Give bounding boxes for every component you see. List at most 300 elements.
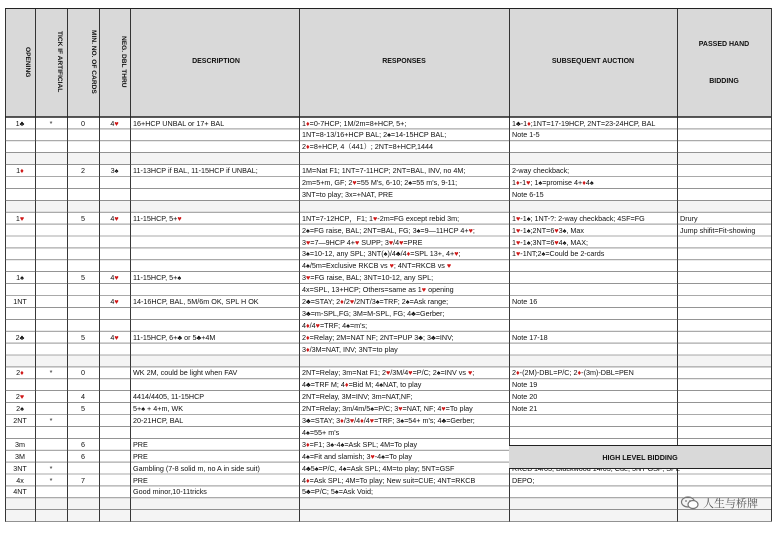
cell-neg-dbl xyxy=(99,451,130,463)
cell-opening xyxy=(5,260,35,272)
red-suit-symbol: ♦ xyxy=(516,368,520,378)
cell-neg-dbl xyxy=(99,379,130,391)
cell-passed-hand xyxy=(680,153,770,165)
cell-response: 4♣=TRF M; 4♦=Bid M; 4♠NAT, to play xyxy=(302,380,422,390)
cell-tick: * xyxy=(49,463,53,473)
cell-tick xyxy=(35,213,67,225)
cell-tick xyxy=(35,486,67,498)
cell-opening xyxy=(5,356,35,368)
cell-tick xyxy=(35,272,67,284)
cell-min-cards: 5 xyxy=(81,213,85,223)
cell-neg-dbl xyxy=(99,415,130,427)
cell-description xyxy=(133,284,298,296)
cell-response: 4♦=Ask SPL; 4M=To play; New suit=CUE; 4NT=RKCB xyxy=(302,475,476,485)
red-suit-symbol: ♦ xyxy=(340,416,344,425)
red-suit-symbol: ♥ xyxy=(114,213,119,223)
cell-min-cards xyxy=(67,225,99,237)
cell-tick xyxy=(35,189,67,201)
cell-subsequent xyxy=(512,356,676,368)
cell-min-cards xyxy=(67,153,99,165)
cell-opening xyxy=(5,284,35,296)
red-suit-symbol: ♥ xyxy=(373,213,378,223)
cell-response: 3♣=STAY; 3♦/3♥/4♦/4♥=TRF; 3♠=54+ m's; 4♣=Gerber; xyxy=(302,416,475,425)
red-suit-symbol: ♥ xyxy=(177,213,182,223)
red-suit-symbol: ♥ xyxy=(516,249,521,259)
cell-description xyxy=(133,379,298,391)
cell-opening xyxy=(5,177,35,189)
red-suit-symbol: ♥ xyxy=(306,273,311,283)
cell-tick xyxy=(35,391,67,403)
cell-neg-dbl xyxy=(99,498,130,510)
red-suit-symbol: ♥ xyxy=(454,249,459,259)
cell-opening: 4x xyxy=(16,475,24,485)
red-suit-symbol: ♦ xyxy=(20,166,24,176)
red-suit-symbol: ♦ xyxy=(527,118,531,128)
cell-min-cards: 6 xyxy=(81,451,85,461)
cell-subsequent: Note 6-15 xyxy=(512,189,544,199)
red-suit-symbol: ♥ xyxy=(421,285,427,295)
cell-neg-dbl xyxy=(99,237,130,249)
cell-min-cards xyxy=(67,129,99,141)
cell-subsequent xyxy=(512,486,676,498)
header-opening: OPENING xyxy=(24,46,31,78)
cell-response: 1M=Nat F1; 1NT=7-11HCP; 2NT=BAL, INV, no 4M; xyxy=(302,166,466,176)
cell-subsequent: 1♥-1♠;2NT=6♥3♠, Max xyxy=(512,225,585,235)
cell-description xyxy=(133,153,298,165)
cell-neg-dbl xyxy=(99,177,130,189)
red-suit-symbol: ♥ xyxy=(516,237,521,247)
cell-tick xyxy=(35,177,67,189)
cell-tick xyxy=(35,284,67,296)
cell-subsequent xyxy=(512,427,676,439)
red-suit-symbol: ♦ xyxy=(360,416,364,425)
cell-min-cards xyxy=(67,260,99,272)
red-suit-symbol: ♥ xyxy=(516,225,521,235)
cell-description xyxy=(133,237,298,249)
cell-passed-hand xyxy=(680,510,770,522)
cell-subsequent: Note 16 xyxy=(512,297,538,306)
cell-response: 2m=5+m, GF; 2♥=55 M's, 6-10; 2♠=55 m's, 9-11; xyxy=(302,178,458,187)
cell-passed-hand xyxy=(680,475,770,487)
cell-opening xyxy=(5,344,35,356)
red-suit-symbol: ♥ xyxy=(114,118,119,128)
cell-neg-dbl: 3♠ xyxy=(110,166,119,176)
red-suit-symbol: ♥ xyxy=(370,451,375,461)
cell-passed-hand: Drury xyxy=(680,213,698,223)
red-suit-symbol: ♥ xyxy=(388,237,394,247)
cell-description: 11-15HCP, 6+♣ or 5♣+4M xyxy=(133,332,216,342)
cell-passed-hand xyxy=(680,403,770,415)
cell-passed-hand xyxy=(680,320,770,332)
cell-passed-hand xyxy=(680,367,770,379)
cell-passed-hand xyxy=(680,379,770,391)
cell-opening: 3NT xyxy=(13,463,27,473)
red-suit-symbol: ♥ xyxy=(19,213,25,223)
cell-subsequent: 2-way checkback; xyxy=(512,166,570,176)
cell-response xyxy=(302,153,508,165)
cell-min-cards xyxy=(67,284,99,296)
cell-subsequent: 1♣-1♦;1NT=17-19HCP, 2NT=23-24HCP, BAL xyxy=(512,118,656,128)
cell-description xyxy=(133,260,298,272)
cell-neg-dbl: 4♥ xyxy=(110,213,119,223)
header-neg-dbl-thru: NEG. DBL THRU xyxy=(120,36,127,88)
cell-tick: * xyxy=(49,118,53,128)
cell-description xyxy=(133,177,298,189)
cell-neg-dbl xyxy=(99,141,130,153)
cell-response: 4♠=Fit and slamish; 3♥-4♠=To play xyxy=(302,451,412,461)
cell-subsequent xyxy=(512,141,676,153)
cell-description xyxy=(133,141,298,153)
cell-subsequent xyxy=(512,415,676,427)
cell-min-cards: 4 xyxy=(81,392,85,402)
cell-min-cards xyxy=(67,296,99,308)
cell-neg-dbl xyxy=(99,129,130,141)
cell-neg-dbl: 4♥ xyxy=(110,332,119,342)
cell-description: 4414/4405, 11-15HCP xyxy=(133,392,205,402)
cell-tick xyxy=(35,379,67,391)
cell-opening: 3M xyxy=(15,451,25,461)
cell-min-cards xyxy=(67,344,99,356)
red-suit-symbol: ♥ xyxy=(554,237,559,247)
cell-description xyxy=(133,356,298,368)
red-suit-symbol: ♥ xyxy=(306,237,311,247)
cell-opening: 3m xyxy=(15,439,25,449)
cell-tick xyxy=(35,356,67,368)
cell-response: 1NT=8-13/16+HCP BAL; 2♠=14-15HCP BAL; xyxy=(302,130,447,140)
cell-subsequent: Note 20 xyxy=(512,392,538,402)
cell-response: 4♠/5m=Exclusive RKCB vs ♥; 4NT=RKCB vs ♥ xyxy=(302,261,452,271)
cell-response: 1NT=7-12HCP，F1; 1♥-2m=FG except rebid 3m; xyxy=(302,213,460,223)
red-suit-symbol: ♦ xyxy=(344,380,349,390)
red-suit-symbol: ♦ xyxy=(306,344,310,354)
cell-response: 3♥=FG raise, BAL; 3NT=10-12, any SPL; xyxy=(302,273,434,283)
cell-response: 4x=SPL, 13+HCP; Others=same as 1♥ opening xyxy=(302,285,454,295)
cell-passed-hand xyxy=(680,260,770,272)
cell-neg-dbl xyxy=(99,189,130,201)
cell-neg-dbl xyxy=(99,356,130,368)
cell-opening: 2NT xyxy=(13,416,27,425)
cell-response: 3♦=F1; 3♠-4♠=Ask SPL; 4M=To play xyxy=(302,439,418,449)
red-suit-symbol: ♥ xyxy=(398,404,403,414)
cell-tick xyxy=(35,427,67,439)
red-suit-symbol: ♦ xyxy=(306,118,310,128)
cell-passed-hand xyxy=(680,344,770,356)
cell-passed-hand xyxy=(680,177,770,189)
cell-passed-hand xyxy=(680,165,770,177)
cell-response: 4♠=55+ m's xyxy=(302,427,340,437)
cell-opening xyxy=(5,248,35,260)
header-tick-if-artificial: TICK IF ARTIFICIAL xyxy=(56,31,63,93)
cell-subsequent: Note 17-18 xyxy=(512,332,548,342)
red-suit-symbol: ♦ xyxy=(306,320,310,330)
cell-response: 2NT=Relay; 3m/4m/5♠=P/C; 3♥=NAT, NF; 4♥=To play xyxy=(302,404,473,414)
red-suit-symbol: ♥ xyxy=(349,416,355,425)
cell-opening xyxy=(5,237,35,249)
cell-min-cards: 5 xyxy=(81,273,85,283)
high-level-bidding-header: HIGH LEVEL BIDDING xyxy=(509,445,771,469)
cell-neg-dbl xyxy=(99,403,130,415)
cell-description: Gambling (7-8 solid m, no A in side suit) xyxy=(133,463,260,473)
cell-subsequent: 1♦-1♥; 1♠=promise 4+♦4♠ xyxy=(512,178,594,187)
cell-response: 2NT=Relay, 3M=INV; 3m=NAT,NF; xyxy=(302,392,413,402)
cell-opening xyxy=(5,379,35,391)
cell-min-cards xyxy=(67,237,99,249)
cell-subsequent xyxy=(512,344,676,356)
cell-opening xyxy=(5,320,35,332)
cell-min-cards xyxy=(67,141,99,153)
cell-description: 11-13HCP if BAL, 11-15HCP if UNBAL; xyxy=(133,166,258,176)
cell-neg-dbl: 4♥ xyxy=(110,118,119,128)
cell-tick xyxy=(35,248,67,260)
cell-response xyxy=(302,356,508,368)
red-suit-symbol: ♥ xyxy=(446,261,452,271)
cell-neg-dbl: 4♥ xyxy=(110,273,119,283)
cell-min-cards xyxy=(67,201,99,213)
cell-subsequent: DEPO; xyxy=(512,475,535,485)
cell-subsequent xyxy=(512,320,676,332)
cell-passed-hand xyxy=(680,129,770,141)
cell-subsequent: Note 1-5 xyxy=(512,130,540,140)
cell-response: 2♠=FG raise, BAL; 2NT=BAL, FG; 3♠=9—11HCP 4+♥; xyxy=(302,225,475,235)
cell-opening xyxy=(5,153,35,165)
cell-response xyxy=(302,510,508,522)
cell-tick xyxy=(35,237,67,249)
cell-response: 2♦=8+HCP, 4（441）; 2NT=8+HCP,1444 xyxy=(302,142,434,152)
cell-subsequent xyxy=(512,272,676,284)
cell-passed-hand xyxy=(680,189,770,201)
red-suit-symbol: ♦ xyxy=(516,178,520,187)
cell-response: 2♦=Relay; 2M=NAT NF; 2NT=PUP 3♣; 3♣=INV; xyxy=(302,332,454,342)
cell-min-cards xyxy=(67,510,99,522)
cell-tick xyxy=(35,201,67,213)
cell-subsequent: 1♥-1♠;3NT=6♥4♠, MAX; xyxy=(512,237,589,247)
cell-response: 2♣=STAY; 2♦/2♥/2NT/3♠=TRF; 2♠=Ask range; xyxy=(302,297,449,306)
cell-subsequent: Note 21 xyxy=(512,404,538,414)
cell-tick xyxy=(35,308,67,320)
red-suit-symbol: ♥ xyxy=(526,178,531,187)
cell-tick xyxy=(35,260,67,272)
cell-response xyxy=(302,201,508,213)
cell-min-cards: 6 xyxy=(81,439,85,449)
cell-description: Good minor,10-11tricks xyxy=(133,487,207,497)
cell-subsequent: 1♥-1♠; 1NT-?: 2-way checkback; 4SF=FG xyxy=(512,213,645,223)
header-description: DESCRIPTION xyxy=(192,58,240,65)
cell-neg-dbl xyxy=(99,320,130,332)
cell-min-cards xyxy=(67,415,99,427)
cell-neg-dbl xyxy=(99,439,130,451)
cell-neg-dbl: 4♥ xyxy=(110,297,119,306)
cell-neg-dbl xyxy=(99,308,130,320)
convention-card-sheet xyxy=(5,8,771,527)
cell-response: 4♦/4♥=TRF; 4♠=m's; xyxy=(302,320,368,330)
cell-opening xyxy=(5,510,35,522)
cell-passed-hand xyxy=(680,141,770,153)
cell-passed-hand xyxy=(680,415,770,427)
cell-tick xyxy=(35,498,67,510)
cell-opening xyxy=(5,308,35,320)
cell-neg-dbl xyxy=(99,153,130,165)
red-suit-symbol: ♦ xyxy=(306,475,310,485)
cell-neg-dbl xyxy=(99,475,130,487)
cell-tick xyxy=(35,403,67,415)
cell-neg-dbl xyxy=(99,248,130,260)
header-bidding: BIDDING xyxy=(709,78,739,85)
cell-passed-hand xyxy=(680,296,770,308)
cell-response: 3♦/3M=NAT, INV; 3NT=to play xyxy=(302,344,398,354)
cell-min-cards: 5 xyxy=(81,404,85,414)
cell-min-cards xyxy=(67,189,99,201)
cell-min-cards xyxy=(67,427,99,439)
cell-tick xyxy=(35,332,67,344)
cell-min-cards xyxy=(67,248,99,260)
red-suit-symbol: ♦ xyxy=(340,297,344,306)
red-suit-symbol: ♥ xyxy=(408,368,413,378)
cell-neg-dbl xyxy=(99,201,130,213)
watermark xyxy=(681,495,758,511)
red-suit-symbol: ♥ xyxy=(354,237,360,247)
cell-tick: * xyxy=(49,368,53,378)
header-passed-hand: PASSED HAND xyxy=(698,41,750,48)
cell-description xyxy=(133,201,298,213)
cell-opening: 1♠ xyxy=(16,273,24,283)
red-suit-symbol: ♥ xyxy=(114,332,119,342)
cell-description xyxy=(133,320,298,332)
cell-response: 1♦=0-7HCP; 1M/2m=8+HCP, 5+; xyxy=(302,118,407,128)
cell-subsequent: Note 19 xyxy=(512,380,538,390)
cell-opening: 2♠ xyxy=(16,404,24,414)
cell-subsequent xyxy=(512,201,676,213)
cell-passed-hand xyxy=(680,332,770,344)
cell-neg-dbl xyxy=(99,284,130,296)
cell-passed-hand xyxy=(680,308,770,320)
cell-description xyxy=(133,189,298,201)
cell-description xyxy=(133,427,298,439)
cell-passed-hand xyxy=(680,237,770,249)
cell-neg-dbl xyxy=(99,463,130,475)
cell-min-cards xyxy=(67,463,99,475)
red-suit-symbol: ♥ xyxy=(19,392,25,402)
cell-description xyxy=(133,344,298,356)
red-suit-symbol: ♥ xyxy=(389,261,394,271)
cell-min-cards xyxy=(67,308,99,320)
cell-tick xyxy=(35,165,67,177)
red-suit-symbol: ♦ xyxy=(306,332,310,342)
cell-response: 3♠=10-12, any SPL; 3NT(♠)/4♣/4♦=SPL 13+, 4+♥; xyxy=(302,249,461,259)
cell-min-cards xyxy=(67,379,99,391)
wechat-logo-icon xyxy=(681,496,699,510)
cell-tick xyxy=(35,153,67,165)
cell-tick: * xyxy=(49,416,53,425)
cell-tick xyxy=(35,510,67,522)
cell-description: 11-15HCP, 5+♠ xyxy=(133,273,182,283)
cell-tick xyxy=(35,129,67,141)
cell-tick xyxy=(35,296,67,308)
cell-neg-dbl xyxy=(99,344,130,356)
cell-opening: 2♦ xyxy=(16,368,24,378)
header-min-no-of-cards: MIN. NO. OF CARDS xyxy=(90,30,97,94)
cell-min-cards: 2 xyxy=(81,166,85,176)
cell-response: 4♣5♠=P/C, 4♠=Ask SPL; 4M=to play; 5NT=GSF xyxy=(302,463,455,473)
cell-response: 3♥=7—9HCP 4+♥ SUPP; 3♥/4♥=PRE xyxy=(302,237,423,247)
cell-opening: 1NT xyxy=(13,297,27,306)
cell-tick xyxy=(35,320,67,332)
cell-min-cards xyxy=(67,177,99,189)
cell-description: 16+HCP UNBAL or 17+ BAL xyxy=(133,118,225,128)
cell-subsequent xyxy=(512,308,676,320)
cell-opening: 4NT xyxy=(13,487,27,497)
cell-opening xyxy=(5,201,35,213)
cell-opening xyxy=(5,225,35,237)
cell-subsequent xyxy=(512,510,676,522)
cell-passed-hand: Jump shifit=Fit-showing xyxy=(680,225,756,235)
cell-description xyxy=(133,498,298,510)
cell-subsequent xyxy=(512,260,676,272)
cell-min-cards: 7 xyxy=(81,475,85,485)
cell-neg-dbl xyxy=(99,427,130,439)
cell-opening xyxy=(5,129,35,141)
cell-tick xyxy=(35,141,67,153)
cell-subsequent xyxy=(512,498,676,510)
red-suit-symbol: ♥ xyxy=(386,368,391,378)
cell-description: PRE xyxy=(133,439,148,449)
red-suit-symbol: ♥ xyxy=(369,416,375,425)
cell-neg-dbl xyxy=(99,391,130,403)
red-suit-symbol: ♥ xyxy=(114,273,119,283)
cell-description: 20-21HCP, BAL xyxy=(133,416,184,425)
cell-neg-dbl xyxy=(99,367,130,379)
cell-min-cards xyxy=(67,486,99,498)
red-suit-symbol: ♦ xyxy=(20,368,24,378)
cell-passed-hand xyxy=(680,284,770,296)
cell-passed-hand xyxy=(680,201,770,213)
red-suit-symbol: ♥ xyxy=(352,178,357,187)
cell-opening xyxy=(5,427,35,439)
cell-tick xyxy=(35,225,67,237)
cell-response: 3♣=m-SPL,FG; 3M=M-SPL, FG; 4♣=Gerber; xyxy=(302,308,445,318)
cell-opening xyxy=(5,189,35,201)
cell-description: 14-16HCP, BAL, 5M/6m OK, SPL H OK xyxy=(133,297,259,306)
red-suit-symbol: ♥ xyxy=(468,225,473,235)
cell-opening: 1♣ xyxy=(15,118,25,128)
cell-tick xyxy=(35,344,67,356)
red-suit-symbol: ♥ xyxy=(349,297,355,306)
red-suit-symbol: ♥ xyxy=(516,213,521,223)
cell-passed-hand xyxy=(680,427,770,439)
red-suit-symbol: ♥ xyxy=(441,404,446,414)
cell-min-cards xyxy=(67,356,99,368)
cell-subsequent: 1♥-1NT;2♠=Could be 2-cards xyxy=(512,249,605,259)
cell-response: 5♣=P/C; 5♠=Ask Void; xyxy=(302,487,373,497)
cell-response xyxy=(302,498,508,510)
cell-subsequent xyxy=(512,284,676,296)
cell-description xyxy=(133,225,298,237)
cell-opening: 1♦ xyxy=(16,166,24,176)
red-suit-symbol: ♦ xyxy=(406,249,411,259)
cell-description: 5+♠ + 4+m, WK xyxy=(133,404,184,414)
cell-min-cards: 0 xyxy=(81,118,85,128)
cell-response: 2NT=Relay; 3m=Nat F1; 2♥/3M/4♥=P/C; 2♠=INV vs ♥; xyxy=(302,368,475,378)
cell-description: 11-15HCP, 5+♥ xyxy=(133,213,182,223)
cell-opening xyxy=(5,141,35,153)
red-suit-symbol: ♥ xyxy=(114,297,119,306)
cell-neg-dbl xyxy=(99,260,130,272)
cell-passed-hand xyxy=(680,272,770,284)
watermark-text: 人生与桥牌 xyxy=(703,498,758,510)
red-suit-symbol: ♦ xyxy=(582,178,586,187)
cell-min-cards: 0 xyxy=(81,368,85,378)
cell-opening: 1♥ xyxy=(15,213,25,223)
cell-tick xyxy=(35,439,67,451)
